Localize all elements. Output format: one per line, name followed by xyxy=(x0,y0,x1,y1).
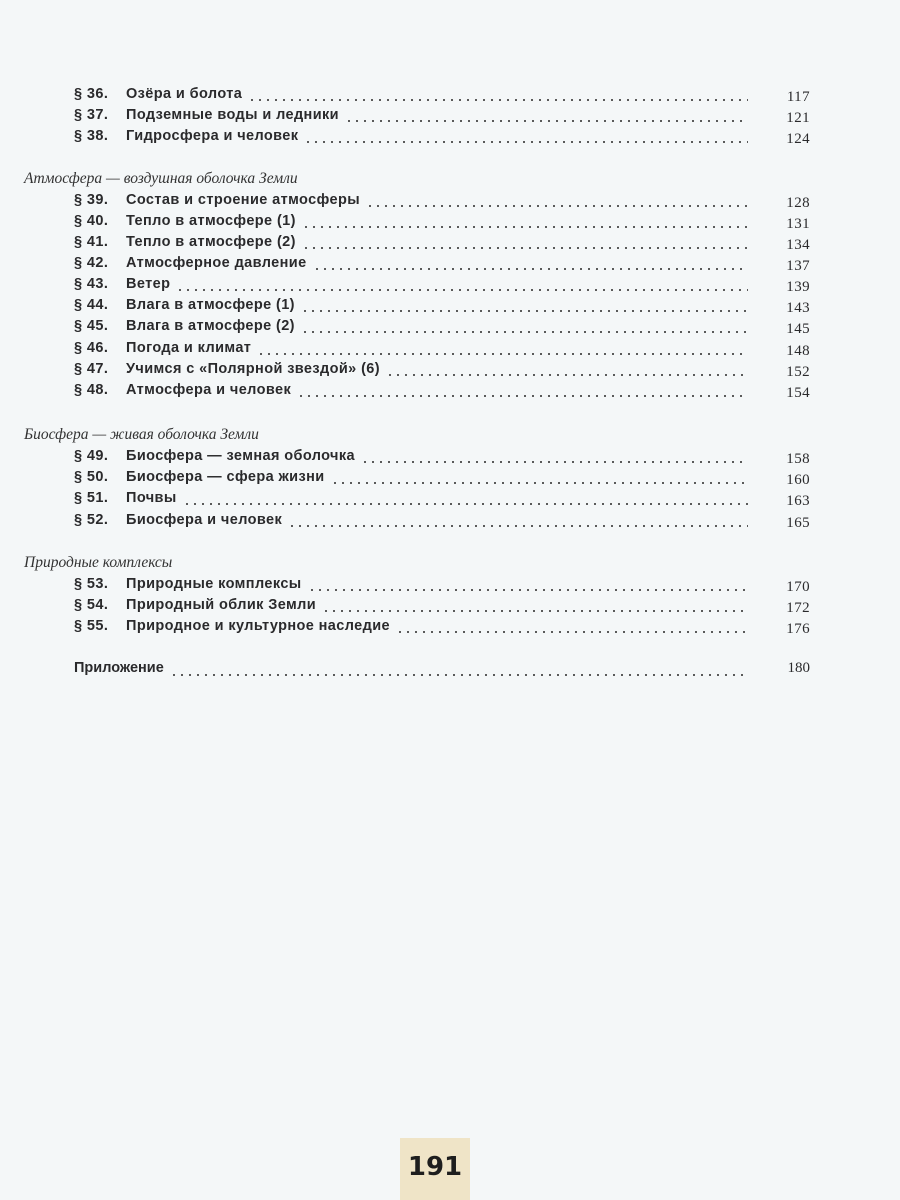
toc-entry-label: § 52. Биосфера и человек xyxy=(74,512,283,528)
toc-page-number: 148 xyxy=(786,343,810,359)
dot-leader xyxy=(386,374,748,376)
toc-entry[interactable] xyxy=(74,192,810,213)
toc-page-number: 154 xyxy=(786,385,810,401)
dot-leader xyxy=(322,610,748,612)
toc-entry-label: § 53. Природные комплексы xyxy=(74,576,302,592)
toc-entry[interactable] xyxy=(74,318,810,339)
toc-entry-label: § 45. Влага в атмосфере (2) xyxy=(74,318,295,334)
toc-page-number: 134 xyxy=(786,237,810,253)
section-heading: Биосфера — живая оболочка Земли xyxy=(24,426,259,443)
toc-page-number: 145 xyxy=(786,321,810,337)
toc-entry-label: § 37. Подземные воды и ледники xyxy=(74,107,339,123)
toc-page-number: 172 xyxy=(786,600,810,616)
toc-entry[interactable] xyxy=(74,107,810,128)
toc-page-number: 121 xyxy=(786,110,810,126)
toc-page-number: 139 xyxy=(786,279,810,295)
dot-leader xyxy=(302,247,748,249)
toc-entry[interactable] xyxy=(74,597,810,618)
toc-entry[interactable] xyxy=(74,469,810,490)
toc-entry[interactable] xyxy=(74,382,810,403)
toc-entry[interactable] xyxy=(74,618,810,639)
toc-page-number: 143 xyxy=(786,300,810,316)
dot-leader xyxy=(313,268,748,270)
dot-leader xyxy=(331,482,748,484)
toc-entry-label: § 44. Влага в атмосфере (1) xyxy=(74,297,295,313)
toc-entry-label: § 43. Ветер xyxy=(74,276,171,292)
dot-leader xyxy=(176,289,748,291)
toc-entry-label: § 39. Состав и строение атмосферы xyxy=(74,192,360,208)
dot-leader xyxy=(396,631,748,633)
toc-entry-label: § 55. Природное и культурное наследие xyxy=(74,618,391,634)
toc-page-number: 158 xyxy=(786,451,810,467)
toc-page-number: 163 xyxy=(786,493,810,509)
toc-entry[interactable] xyxy=(74,128,810,149)
toc-entry[interactable] xyxy=(74,297,810,318)
toc-page-number: 160 xyxy=(786,472,810,488)
toc-entry-label: § 42. Атмосферное давление xyxy=(74,255,307,271)
toc-page-number: 131 xyxy=(786,216,810,232)
dot-leader xyxy=(308,589,748,591)
dot-leader xyxy=(257,353,748,355)
toc-page-number: 137 xyxy=(786,258,810,274)
toc-page-number: 176 xyxy=(786,621,810,637)
toc-entry-appendix[interactable] xyxy=(74,660,810,682)
dot-leader xyxy=(248,99,748,101)
toc-entry-label: § 50. Биосфера — сфера жизни xyxy=(74,469,325,485)
dot-leader xyxy=(297,395,748,397)
dot-leader xyxy=(345,120,748,122)
dot-leader xyxy=(288,525,748,527)
toc-page-number: 124 xyxy=(786,131,810,147)
toc-entry-label: § 51. Почвы xyxy=(74,490,177,506)
toc-entry[interactable] xyxy=(74,213,810,234)
appendix-label: Приложение xyxy=(74,660,164,676)
dot-leader xyxy=(302,226,748,228)
toc-entry[interactable] xyxy=(74,448,810,469)
toc-entry[interactable] xyxy=(74,340,810,361)
toc-entry-label: § 48. Атмосфера и человек xyxy=(74,382,292,398)
toc-entry-label: § 36. Озёра и болота xyxy=(74,86,243,102)
dot-leader xyxy=(301,331,748,333)
dot-leader xyxy=(361,461,748,463)
dot-leader xyxy=(170,674,748,676)
dot-leader xyxy=(304,141,748,143)
toc-page-number: 117 xyxy=(786,89,810,105)
toc-entry[interactable] xyxy=(74,576,810,597)
toc-page-number: 180 xyxy=(787,660,810,676)
toc-entry[interactable] xyxy=(74,86,810,107)
toc-entry-label: § 54. Природный облик Земли xyxy=(74,597,317,613)
toc-entry-label: § 41. Тепло в атмосфере (2) xyxy=(74,234,296,250)
toc-page-number: 165 xyxy=(786,515,810,531)
toc-entry-label: § 40. Тепло в атмосфере (1) xyxy=(74,213,296,229)
toc-page-number: 152 xyxy=(786,364,810,380)
toc-entry[interactable] xyxy=(74,361,810,382)
toc-entry-label: § 49. Биосфера — земная оболочка xyxy=(74,448,355,464)
page-number-badge xyxy=(400,1138,470,1200)
toc-entry[interactable] xyxy=(74,255,810,276)
toc-entry[interactable] xyxy=(74,512,810,533)
toc-entry-label: § 47. Учимся с «Полярной звездой» (6) xyxy=(74,361,380,377)
toc-entry-label: § 46. Погода и климат xyxy=(74,340,252,356)
toc-entry-label: § 38. Гидросфера и человек xyxy=(74,128,299,144)
toc-entry[interactable] xyxy=(74,234,810,255)
toc-page-number: 128 xyxy=(786,195,810,211)
dot-leader xyxy=(366,205,748,207)
toc-page-number: 170 xyxy=(786,579,810,595)
section-heading: Природные комплексы xyxy=(24,554,173,571)
dot-leader xyxy=(183,503,748,505)
dot-leader xyxy=(301,310,748,312)
toc-entry[interactable] xyxy=(74,276,810,297)
toc-entry[interactable] xyxy=(74,490,810,511)
page-number: 191 xyxy=(407,1152,463,1182)
section-heading: Атмосфера — воздушная оболочка Земли xyxy=(24,170,298,187)
